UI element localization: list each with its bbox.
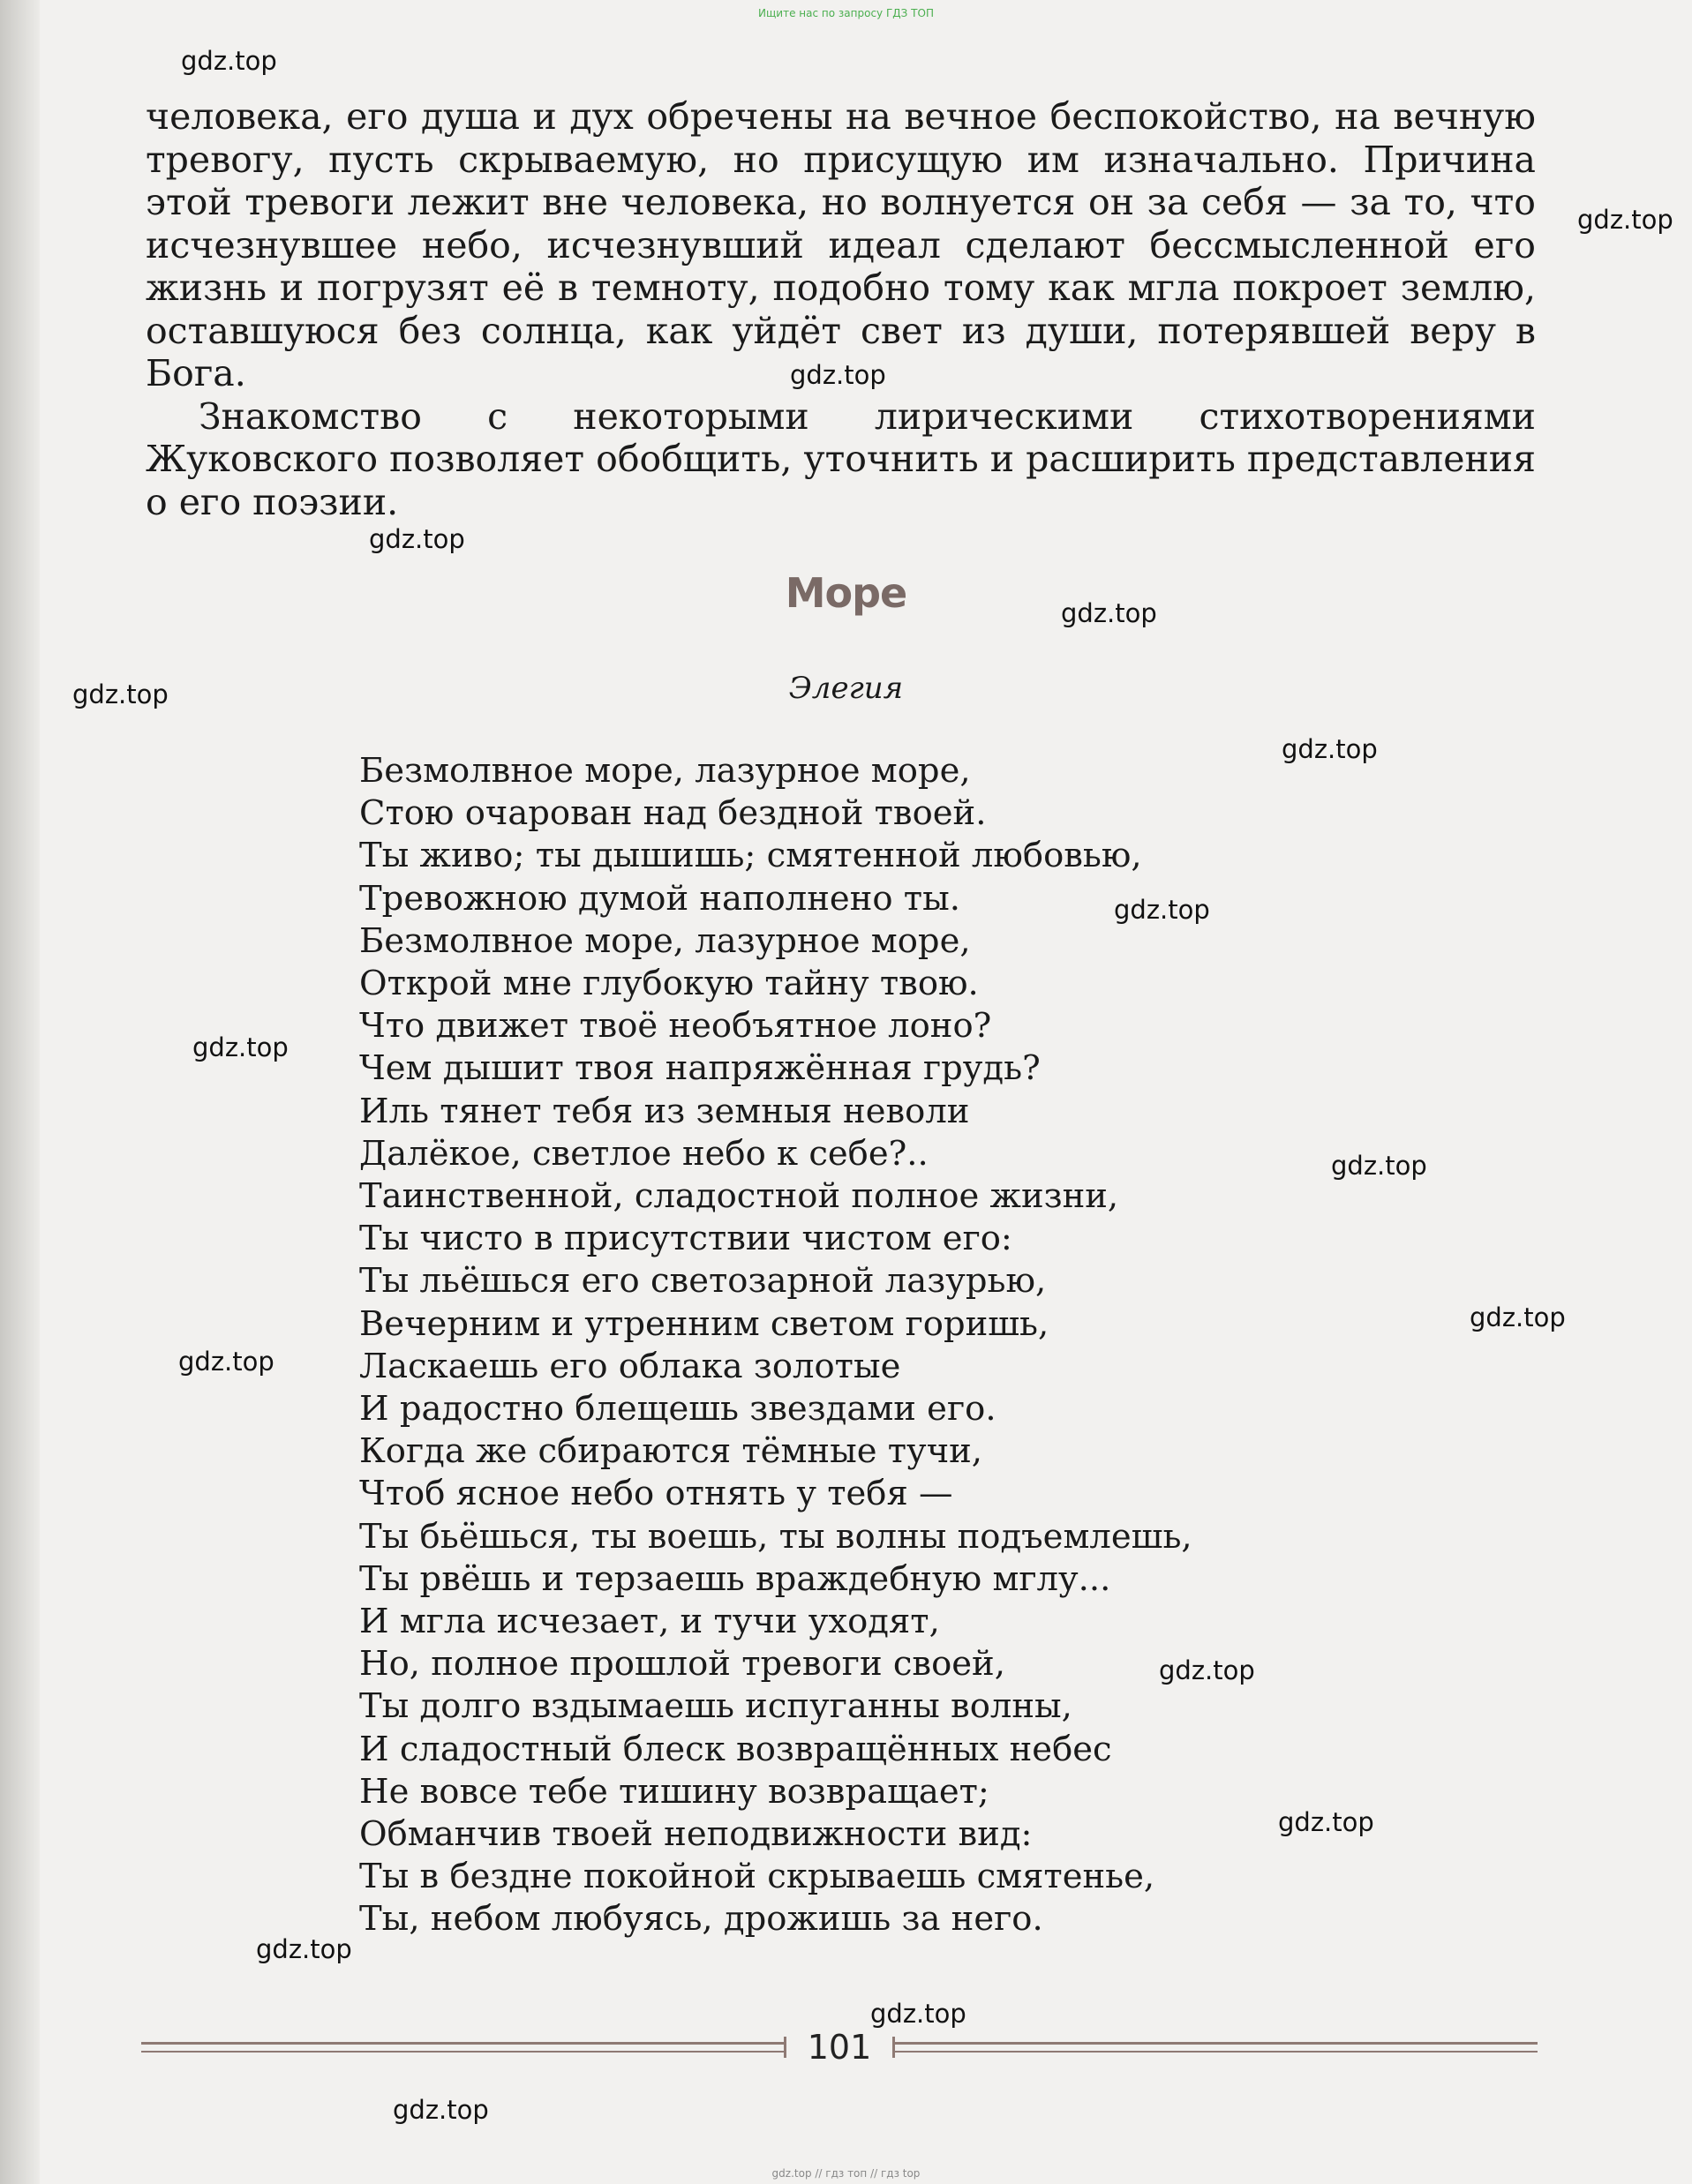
poem-line: Тревожною думой наполнено ты. <box>359 878 960 919</box>
footer-rule-left <box>141 2042 784 2053</box>
top-search-note: Ищите нас по запросу ГДЗ ТОП <box>758 7 934 19</box>
poem-line: Ты живо; ты дышишь; смятенной любовью, <box>359 836 1142 876</box>
watermark: gdz.top <box>256 1934 352 1964</box>
poem-line: Ты долго вздымаешь испуганны волны, <box>359 1686 1072 1727</box>
watermark: gdz.top <box>1282 734 1378 764</box>
page-edge-shadow <box>0 0 40 2184</box>
poem-line: Ты, небом любуясь, дрожишь за него. <box>359 1899 1043 1940</box>
bottom-watermark-note: gdz.top // гдз топ // гдз top <box>771 2167 921 2180</box>
prose-paragraph: Знакомство с некоторыми лирическими стихотворениями Жуковского позволяет обобщить, уточнить и расширить представления о его поэзии. <box>146 394 1536 523</box>
watermark: gdz.top <box>1061 598 1157 628</box>
watermark: gdz.top <box>1577 205 1673 235</box>
poem-body <box>359 750 1192 1941</box>
poem-line: Таинственной, сладостной полное жизни, <box>359 1176 1119 1217</box>
poem-line: Чтоб ясное небо отнять у тебя — <box>359 1474 953 1514</box>
watermark: gdz.top <box>1159 1655 1255 1685</box>
poem-line: Безмолвное море, лазурное море, <box>359 751 971 791</box>
prose-paragraph: человека, его душа и дух обречены на вечное беспокойство, на вечную тревогу, пусть скрываемую, но присущую им изначально. Причина этой тревоги лежит вне человека, но волнуется он за себя — за то, что исчезнувшее небо, исчезнувший идеал сделают бессмысленной его жизнь и погрузят её в темноту, подобно тому как мгла покроет землю, оставшуюся без солнца, как уйдёт свет из души, потерявшей веру в Бога. <box>146 95 1536 394</box>
watermark: gdz.top <box>181 46 277 76</box>
poem-line: И радостно блещешь звездами его. <box>359 1389 996 1430</box>
poem-line: Вечерним и утренним светом горишь, <box>359 1303 1049 1344</box>
poem-line: Чем дышит твоя напряжённая грудь? <box>359 1048 1041 1089</box>
page-footer <box>141 2021 1538 2074</box>
poem-line: Открой мне глубокую тайну твою. <box>359 964 979 1004</box>
poem-line: Что движет твоё необъятное лоно? <box>359 1006 992 1047</box>
watermark: gdz.top <box>72 679 169 709</box>
page-number: 101 <box>807 2028 872 2067</box>
poem-line: И сладостный блеск возвращённых небес <box>359 1729 1112 1769</box>
poem-line: Ласкаешь его облака золотые <box>359 1346 901 1386</box>
poem-line: Но, полное прошлой тревоги своей, <box>359 1644 1005 1685</box>
watermark: gdz.top <box>393 2095 489 2125</box>
poem-line: Не вовсе тебе тишину возвращает; <box>359 1771 989 1812</box>
watermark: gdz.top <box>1331 1151 1427 1181</box>
watermark: gdz.top <box>790 360 886 390</box>
watermark: gdz.top <box>1114 895 1210 925</box>
poem-line: Когда же сбираются тёмные тучи, <box>359 1431 983 1472</box>
poem-line: И мгла исчезает, и тучи уходят, <box>359 1602 940 1642</box>
poem-line: Ты в бездне покойной скрываешь смятенье, <box>359 1857 1155 1897</box>
watermark: gdz.top <box>870 1999 966 2029</box>
prose-block <box>146 95 1536 523</box>
poem-line: Стою очарован над бездной твоей. <box>359 793 987 834</box>
watermark: gdz.top <box>369 524 465 554</box>
watermark: gdz.top <box>1278 1807 1374 1837</box>
watermark: gdz.top <box>192 1032 289 1062</box>
poem-title: Море <box>785 569 907 617</box>
poem-line: Иль тянет тебя из земныя неволи <box>359 1091 970 1131</box>
poem-subtitle: Элегия <box>788 671 904 706</box>
footer-rule-right <box>895 2042 1538 2053</box>
poem-line: Обманчив твоей неподвижности вид: <box>359 1814 1033 1855</box>
poem-line: Ты чисто в присутствии чистом его: <box>359 1219 1012 1259</box>
poem-line: Далёкое, светлое небо к себе?.. <box>359 1133 929 1174</box>
poem-line: Ты льёшься его светозарной лазурью, <box>359 1261 1047 1302</box>
watermark: gdz.top <box>1470 1302 1566 1332</box>
poem-line: Безмолвное море, лазурное море, <box>359 920 971 961</box>
poem-line: Ты бьёшься, ты воешь, ты волны подъемлешь, <box>359 1516 1192 1557</box>
watermark: gdz.top <box>178 1347 274 1377</box>
poem-line: Ты рвёшь и терзаешь враждебную мглу... <box>359 1558 1111 1599</box>
